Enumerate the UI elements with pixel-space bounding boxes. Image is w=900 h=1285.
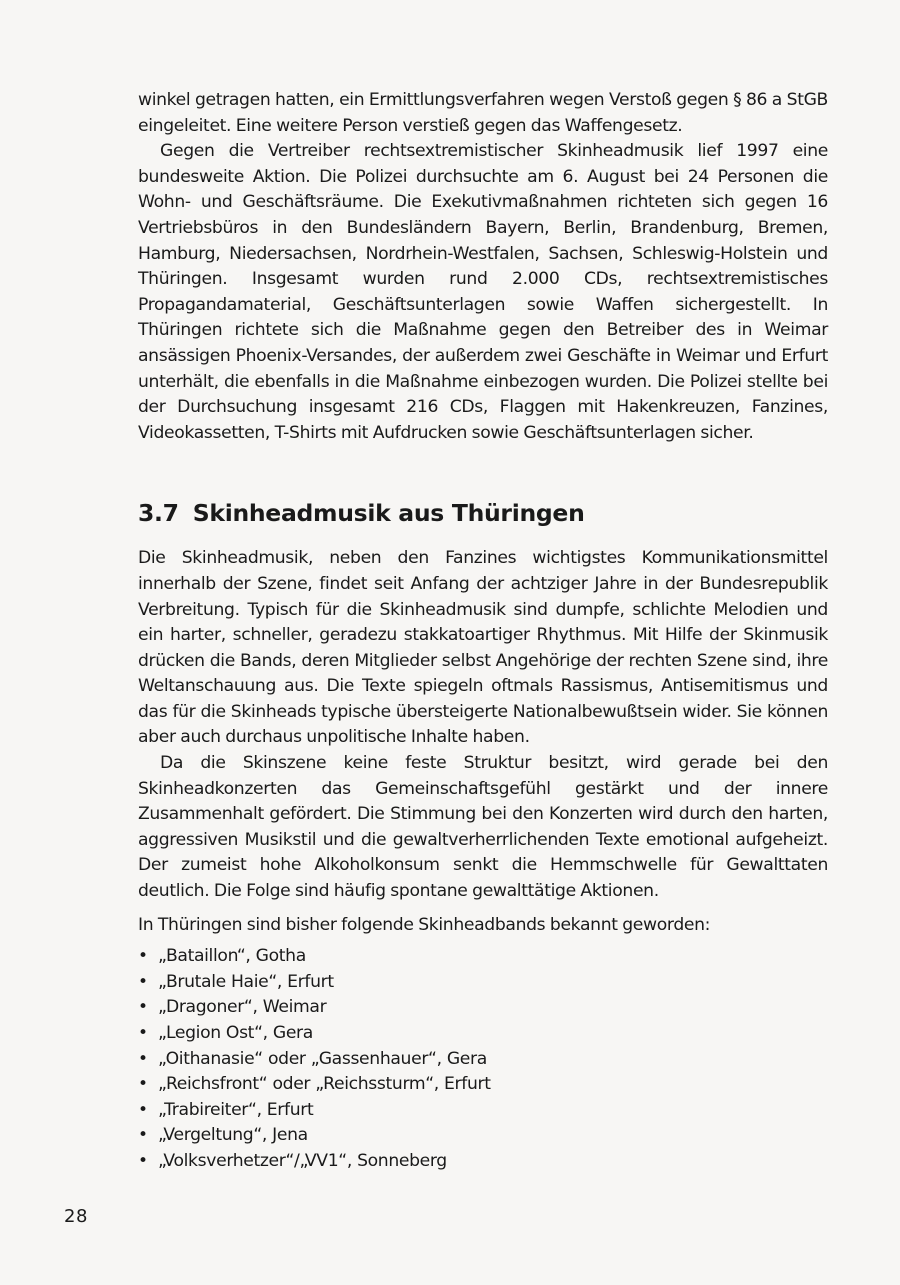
- section-number: 3.7: [138, 499, 179, 528]
- bullet-icon: •: [138, 1150, 148, 1171]
- bullet-icon: •: [138, 971, 148, 992]
- list-item: • „Vergeltung“, Jena: [138, 1123, 828, 1149]
- section-heading: [138, 498, 828, 528]
- list-item: • „Brutale Haie“, Erfurt: [138, 970, 828, 996]
- list-item: • „Bataillon“, Gotha: [138, 944, 828, 970]
- list-item: • „Dragoner“, Weimar: [138, 995, 828, 1021]
- paragraph-concerts: Da die Skinszene keine feste Struktur besitzt, wird gerade bei den Skinheadkonzerten das Gemeinschaftsgefühl gestärkt und der innere Zusammenhalt gefördert. Die Stimmung bei den Konzerten wird durch den harten, aggressiven Musikstil und die gewaltverherrlichenden Texte emotional aufgeheizt. Der zumeist hohe Alkoholkonsum senkt die Hemmschwelle für Gewalttaten deutlich. Die Folge sind häufig spontane gewalttätige Aktionen.: [138, 753, 828, 902]
- list-item: • „Reichsfront“ oder „Reichssturm“, Erfurt: [138, 1072, 828, 1098]
- bullet-icon: •: [138, 1048, 148, 1069]
- paragraph-continuation: winkel getragen hatten, ein Ermittlungsverfahren wegen Verstoß gegen § 86 a StGB eingeleitet. Eine weitere Person verstieß gegen das Waffengesetz.: [138, 90, 828, 136]
- list-item: • „Trabireiter“, Erfurt: [138, 1098, 828, 1124]
- bullet-icon: •: [138, 997, 148, 1018]
- list-item: • „Oithanasie“ oder „Gassenhauer“, Gera: [138, 1047, 828, 1073]
- bullet-icon: •: [138, 946, 148, 967]
- bullet-icon: •: [138, 1074, 148, 1095]
- list-item: • „Volksverhetzer“/„VV1“, Sonneberg: [138, 1149, 828, 1175]
- bullet-icon: •: [138, 1125, 148, 1146]
- paragraph-skinhead-music: Die Skinheadmusik, neben den Fanzines wichtigstes Kommunikationsmittel innerhalb der Szene, findet seit Anfang der achtziger Jahre in der Bundesrepublik Verbreitung. Typisch für die Skinheadmusik sind dumpfe, schlichte Melodien und ein harter, schneller, geradezu stakkatoartiger Rhythmus. Mit Hilfe der Skinmusik drücken die Bands, deren Mitglieder selbst Angehörige der rechten Szene sind, ihre Weltanschauung aus. Die Texte spiegeln oftmals Rassismus, Antisemitismus und das für die Skinheads typische übersteigerte Nationalbewußtsein wider. Sie können aber auch durchaus unpolitische Inhalte haben.: [138, 548, 828, 748]
- bullet-icon: •: [138, 1099, 148, 1120]
- paragraph-bands-intro: In Thüringen sind bisher folgende Skinheadbands bekannt geworden:: [138, 914, 711, 935]
- page-number: 28: [64, 1206, 88, 1227]
- section-title: Skinheadmusik aus Thüringen: [192, 499, 585, 528]
- page-content: [138, 88, 828, 1175]
- bands-list: [138, 944, 828, 1174]
- bullet-icon: •: [138, 1023, 148, 1043]
- list-item: • „Legion Ost“, Gera: [138, 1021, 828, 1047]
- paragraph-raid-report: Gegen die Vertreiber rechtsextremistischer Skinheadmusik lief 1997 eine bundesweite Aktion. Die Polizei durchsuchte am 6. August bei 24 Personen die Wohn- und Geschäftsräume. Die Exekutivmaßnahmen richteten sich gegen 16 Vertriebsbüros in den Bundesländern Bayern, Berlin, Brandenburg, Bremen, Hamburg, Niedersachsen, Nordrhein-Westfalen, Sachsen, Schleswig-Holstein und Thüringen. Insgesamt wurden rund 2.000 CDs, rechtsextremistisches Propagandamaterial, Geschäftsunterlagen sowie Waffen sichergestellt. In Thüringen richtete sich die Maßnahme gegen den Betreiber des in Weimar ansässigen Phoenix-Versandes, der außerdem zwei Geschäfte in Weimar und Erfurt unterhält, die ebenfalls in die Maßnahme einbezogen wurden. Die Polizei stellte bei der Durchsuchung insgesamt 216 CDs, Flaggen mit Hakenkreuzen, Fanzines, Videokassetten, T-Shirts mit Aufdrucken sowie Geschäftsunterlagen sicher.: [138, 141, 828, 443]
